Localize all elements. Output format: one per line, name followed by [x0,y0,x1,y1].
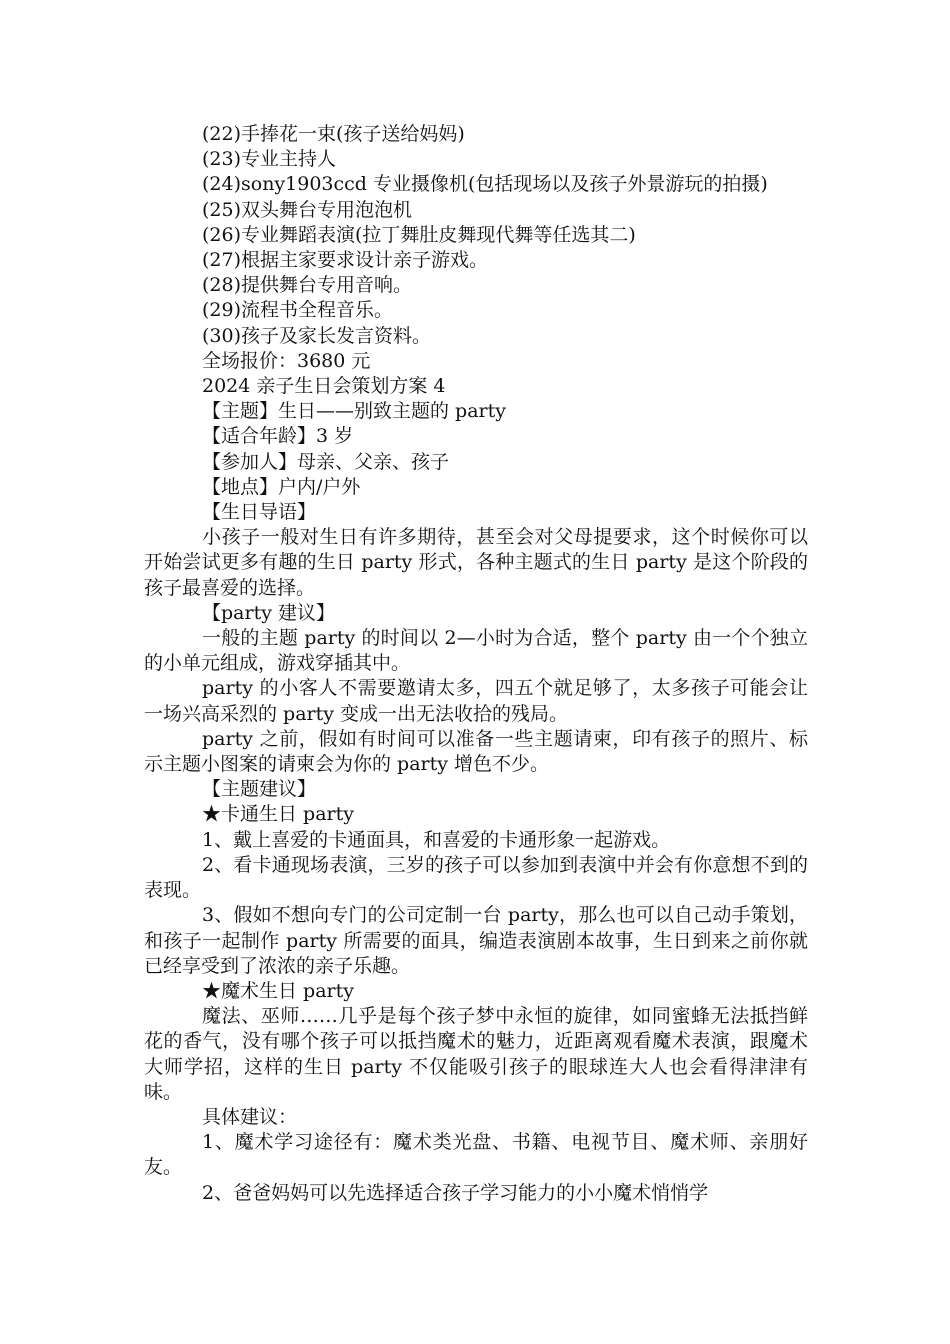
cartoon-item-1: 1、戴上喜爱的卡通面具，和喜爱的卡通形象一起游戏。 [202,828,671,851]
cartoon-item-3: 3、假如不想向专门的公司定制一台 party，那么也可以自己动手策划，和孩子一起制作 party 所需要的面具，编造表演剧本故事，生日到来之前你就已经享受到了浓浓的亲子乐趣。 [144,904,808,977]
section-title: 2024 亲子生日会策划方案 4 [202,375,446,398]
magic-item-1: 1、魔术学习途径有：魔术类光盘、书籍、电视节目、魔术师、亲朋好友。 [144,1131,808,1179]
theme-advice-heading: 【主题建议】 [202,778,317,801]
intro-paragraph: 小孩子一般对生日有许多期待，甚至会对父母提要求，这个时候你可以开始尝试更多有趣的生日 party 形式，各种主题式的生日 party 是这个阶段的孩子最喜爱的选择。 [144,526,808,599]
paragraph-item-27: (27)根据主家要求设计亲子游戏。 [202,249,489,272]
magic-item-2: 2、爸爸妈妈可以先选择适合孩子学习能力的小小魔术悄悄学 [202,1181,709,1204]
paragraph-item-24: (24)sony1903ccd 专业摄像机(包括现场以及孩子外景游玩的拍摄) [202,173,768,196]
location-line: 【地点】户内/户外 [202,475,361,498]
party-advice-heading: 【party 建议】 [202,601,335,624]
paragraph-item-23: (23)专业主持人 [202,148,337,171]
total-price: 全场报价：3680 元 [202,349,371,372]
paragraph-item-30: (30)孩子及家长发言资料。 [202,324,432,347]
paragraph-item-28: (28)提供舞台专用音响。 [202,274,413,297]
age-line: 【适合年龄】3 岁 [202,425,354,448]
party-advice-paragraph-2: party 的小客人不需要邀请太多，四五个就足够了，太多孩子可能会让一场兴高采烈的 party 变成一出无法收拾的残局。 [144,677,808,725]
intro-heading: 【生日导语】 [202,501,317,524]
document-page [144,122,808,1206]
magic-party-paragraph: 魔法、巫师……几乎是每个孩子梦中永恒的旋律，如同蜜蜂无法抵挡鲜花的香气，没有哪个孩子可以抵挡魔术的魅力，近距离观看魔术表演，跟魔术大师学招，这样的生日 party 不仅能吸引孩子的眼球连大人也会看得津津有味。 [144,1005,808,1103]
specific-advice-heading: 具体建议： [202,1105,298,1128]
cartoon-party-heading: ★卡通生日 party [202,803,354,826]
paragraph-item-26: (26)专业舞蹈表演(拉丁舞肚皮舞现代舞等任选其二) [202,223,636,246]
theme-line: 【主题】生日——别致主题的 party [202,400,506,423]
cartoon-item-2: 2、看卡通现场表演，三岁的孩子可以参加到表演中并会有你意想不到的表现。 [144,853,808,902]
paragraph-item-25: (25)双头舞台专用泡泡机 [202,198,413,221]
paragraph-item-22: (22)手捧花一束(孩子送给妈妈) [202,123,465,145]
paragraph-item-29: (29)流程书全程音乐。 [202,299,394,322]
magic-party-heading: ★魔术生日 party [202,979,354,1002]
participants-line: 【参加人】母亲、父亲、孩子 [202,450,450,473]
party-advice-paragraph-1: 一般的主题 party 的时间以 2—小时为合适，整个 party 由一个个独立的小单元组成，游戏穿插其中。 [144,627,808,675]
party-advice-paragraph-3: party 之前，假如有时间可以准备一些主题请柬，印有孩子的照片、标示主题小图案的请柬会为你的 party 增色不少。 [144,727,808,776]
